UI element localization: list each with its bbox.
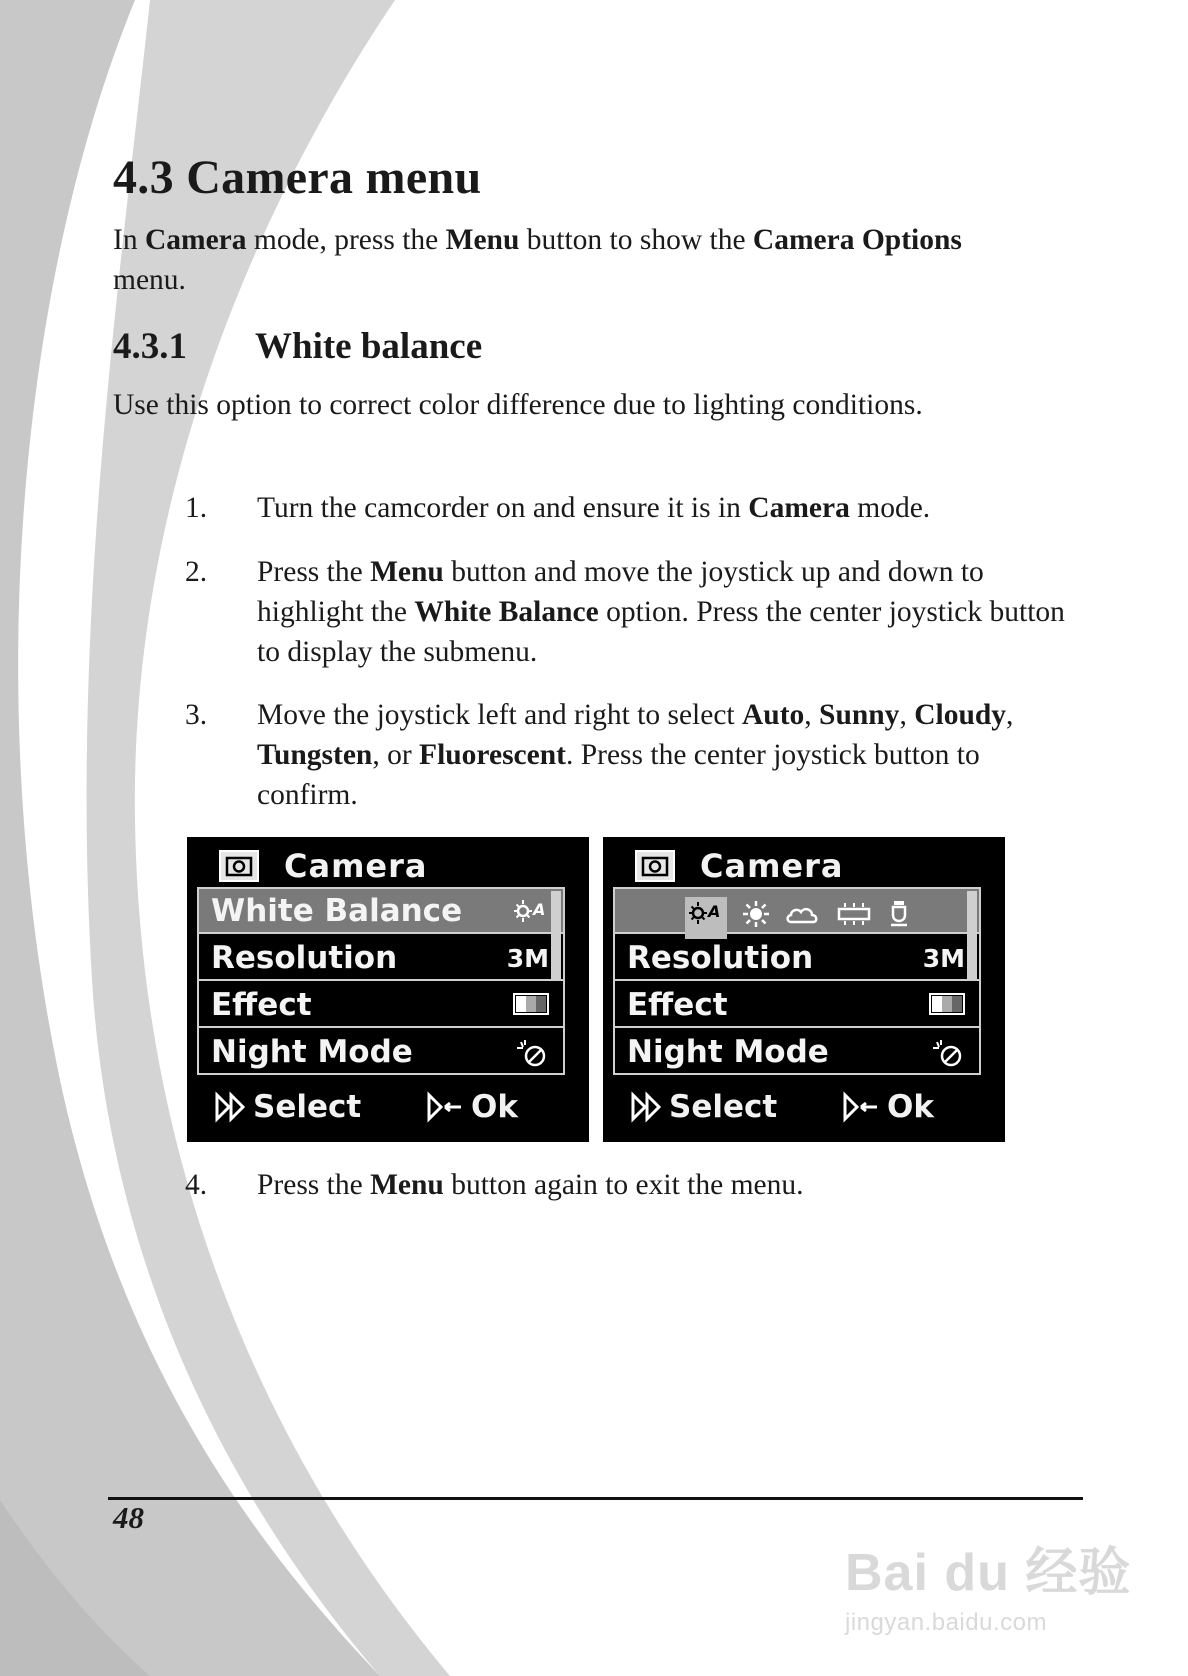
- svg-text:A: A: [708, 902, 721, 921]
- sunny-icon[interactable]: [741, 899, 771, 937]
- step-text: Move the joystick left and right to select Auto, Sunny, Cloudy, Tungsten, or Fluorescent. Press the center joystick button to confirm.: [257, 699, 1014, 811]
- step-number: 2.: [185, 556, 208, 588]
- watermark-logo: Bai du 经验: [845, 1544, 1132, 1602]
- screen-title-bar: [219, 846, 428, 886]
- footer-rule: [108, 1497, 1083, 1500]
- select-hint: Select: [213, 1089, 361, 1125]
- select-hint: Select: [629, 1089, 777, 1125]
- page-number: 48: [113, 1500, 144, 1535]
- step-text: Press the Menu button and move the joystick up and down to highlight the White Balance option. Press the center joystick button to display the submenu.: [257, 556, 1065, 668]
- night-mode-icon: [515, 1038, 549, 1074]
- step-number: 1.: [185, 492, 208, 524]
- subsection-title: White balance: [255, 326, 483, 367]
- step-text: Press the Menu button again to exit the menu.: [257, 1169, 804, 1201]
- screen-title: Camera: [700, 847, 844, 885]
- white-balance-options: [685, 897, 911, 939]
- menu-list: [197, 887, 565, 1075]
- menu-item-white-balance[interactable]: White Balance A: [199, 889, 563, 934]
- joystick-left-right-icon: [213, 1091, 247, 1123]
- camera-icon: [219, 850, 259, 882]
- camera-icon: [635, 850, 675, 882]
- menu-item-effect[interactable]: Effect: [615, 983, 979, 1028]
- resolution-value: 3M: [506, 944, 549, 973]
- step-number: 4.: [185, 1169, 208, 1201]
- ok-hint: Ok: [841, 1089, 934, 1125]
- step-text: Turn the camcorder on and ensure it is in Camera mode.: [257, 492, 931, 524]
- effect-icon: [513, 991, 549, 1023]
- white-balance-auto-icon: [513, 897, 549, 933]
- scrollbar[interactable]: [967, 891, 977, 981]
- camera-menu-screenshot: [187, 837, 589, 1142]
- menu-item-resolution[interactable]: Resolution 3M: [615, 936, 979, 981]
- joystick-left-right-icon: [629, 1091, 663, 1123]
- subsection-heading: [113, 325, 483, 368]
- auto-wb-icon[interactable]: [685, 897, 727, 939]
- night-mode-icon: [931, 1038, 965, 1074]
- screen-title: Camera: [284, 847, 428, 885]
- menu-item-night-mode[interactable]: Night Mode: [615, 1030, 979, 1075]
- menu-item-resolution[interactable]: Resolution 3M: [199, 936, 563, 981]
- intro-paragraph: In Camera mode, press the Menu button to show the Camera Options menu.: [113, 224, 962, 296]
- cloudy-icon[interactable]: [785, 900, 821, 936]
- white-balance-submenu-screenshot: [603, 837, 1005, 1142]
- subsection-number: 4.3.1: [113, 326, 187, 367]
- fluorescent-icon[interactable]: [887, 899, 911, 937]
- scrollbar[interactable]: [551, 891, 561, 981]
- tungsten-icon[interactable]: [835, 900, 873, 936]
- ok-hint: Ok: [425, 1089, 518, 1125]
- menu-item-night-mode[interactable]: Night Mode: [199, 1030, 563, 1075]
- screen-title-bar: [635, 846, 844, 886]
- svg-text:A: A: [533, 900, 546, 919]
- resolution-value: 3M: [922, 944, 965, 973]
- subsection-description: Use this option to correct color difference due to lighting conditions.: [113, 389, 923, 421]
- step-number: 3.: [185, 699, 208, 731]
- white-balance-options-row: [615, 889, 979, 934]
- watermark-url: jingyan.baidu.com: [845, 1609, 1047, 1636]
- effect-icon: [929, 991, 965, 1023]
- menu-item-effect[interactable]: Effect: [199, 983, 563, 1028]
- joystick-press-icon: [841, 1091, 881, 1123]
- menu-list: [613, 887, 981, 1075]
- section-title: 4.3 Camera menu: [113, 151, 482, 204]
- joystick-press-icon: [425, 1091, 465, 1123]
- watermark: [845, 1530, 1131, 1637]
